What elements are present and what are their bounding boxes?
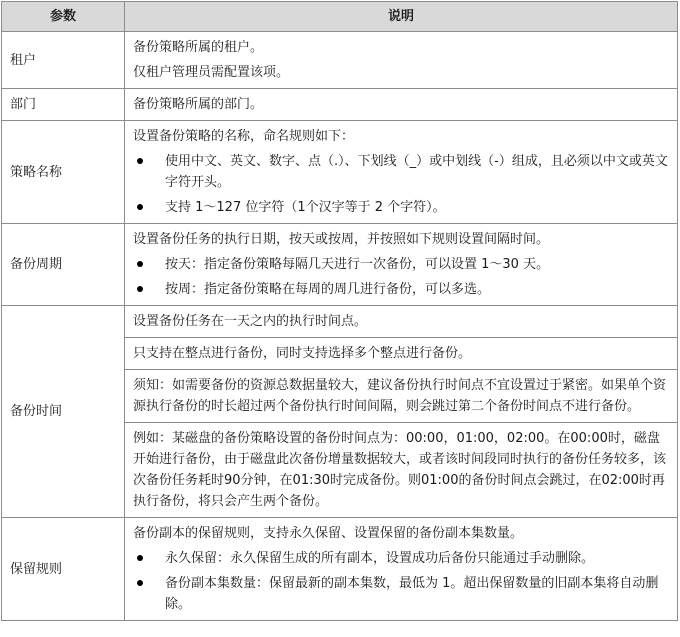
bullet-icon <box>137 158 143 164</box>
param-desc-time-example: 例如：某磁盘的备份策略设置的备份时间点为：00:00，01:00，02:00。在00:00时，磁盘开始进行备份，由于磁盘此次备份增量数据较大，或者该时间段同时执行的备份任务较多，该次备份任务耗时90分钟，在01:30时完成备份。则01:00的备份时间点会跳过，在02:00时再执行备份，将只会产生两个备份。 <box>125 423 678 518</box>
bullet-icon <box>137 261 143 267</box>
param-desc-time-note: 须知：如需要备份的资源总数据量较大，建议备份执行时间点不宜设置过于紧密。如果单个资源执行备份的时长超过两个备份执行时间间隔，则会跳过第二个备份时间点不进行备份。 <box>125 370 678 423</box>
desc-intro: 备份副本的保留规则，支持永久保留、设置保留的备份副本集数量。 <box>133 526 524 541</box>
bullet-list <box>133 548 669 615</box>
desc-line: 仅租户管理员需配置该项。 <box>133 65 290 80</box>
param-desc-cycle <box>125 224 678 306</box>
bullet-item: 永久保留：永久保留生成的所有副本，设置成功后备份只能通过手动删除。 <box>133 548 669 569</box>
bullet-list <box>133 254 669 300</box>
bullet-item: 使用中文、英文、数字、点（.）、下划线（_）或中划线（-）组成，且必须以中文或英文字符开头。 <box>133 151 669 193</box>
desc-line: 备份策略所属的部门。 <box>133 97 264 112</box>
desc-line: 备份策略所属的租户。 <box>133 40 264 55</box>
table-row-tenant <box>2 32 678 89</box>
param-name-time: 备份时间 <box>2 306 125 518</box>
param-desc-policy <box>125 121 678 224</box>
header-param: 参数 <box>2 2 125 32</box>
bullet-icon <box>137 204 143 210</box>
bullet-item: 按周：指定备份策略在每周的周几进行备份，可以多选。 <box>133 279 669 300</box>
bullet-item: 备份副本集数量：保留最新的副本集数，最低为 1。超出保留数量的旧副本集将自动删除。 <box>133 573 669 615</box>
desc-intro: 设置备份策略的名称，命名规则如下： <box>133 129 355 144</box>
bullet-list <box>133 151 669 218</box>
header-desc: 说明 <box>125 2 678 32</box>
table-row-retention <box>2 518 678 621</box>
param-name-department: 部门 <box>2 89 125 121</box>
table-row-backup-time-1 <box>2 306 678 338</box>
param-desc-time-sub2: 只支持在整点进行备份，同时支持选择多个整点进行备份。 <box>125 338 678 370</box>
table-row-policy-name <box>2 121 678 224</box>
table-row-backup-cycle <box>2 224 678 306</box>
bullet-icon <box>137 286 143 292</box>
bullet-icon <box>137 555 143 561</box>
param-desc-retention <box>125 518 678 621</box>
bullet-item: 按天：指定备份策略每隔几天进行一次备份，可以设置 1～30 天。 <box>133 254 669 275</box>
param-desc-time-sub1: 设置备份任务在一天之内的执行时间点。 <box>125 306 678 338</box>
table-row-department <box>2 89 678 121</box>
param-name-cycle: 备份周期 <box>2 224 125 306</box>
bullet-item: 支持 1～127 位字符（1个汉字等于 2 个字符）。 <box>133 197 669 218</box>
param-desc-tenant <box>125 32 678 89</box>
bullet-icon <box>137 580 143 586</box>
desc-intro: 设置备份任务的执行日期，按天或按周，并按照如下规则设置间隔时间。 <box>133 232 550 247</box>
param-name-retention: 保留规则 <box>2 518 125 621</box>
param-desc-department <box>125 89 678 121</box>
parameter-table <box>1 1 678 621</box>
table-header-row <box>2 2 678 32</box>
param-name-tenant: 租户 <box>2 32 125 89</box>
param-name-policy: 策略名称 <box>2 121 125 224</box>
